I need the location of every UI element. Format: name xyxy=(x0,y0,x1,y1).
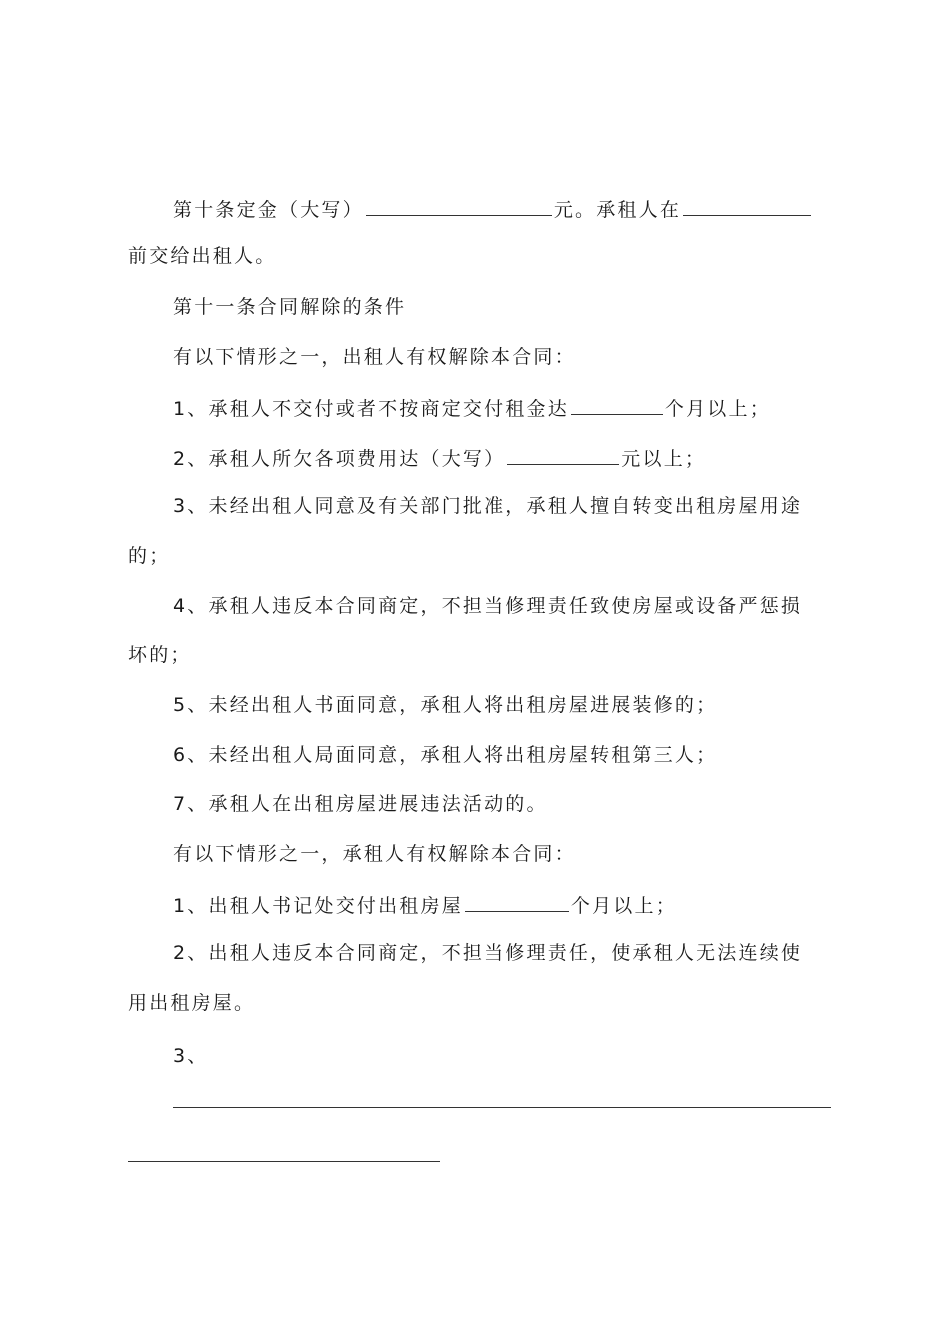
text-segment: 3、 xyxy=(173,1045,209,1067)
fill-blank-months-delay[interactable] xyxy=(465,889,569,912)
list-item-lessor-4 xyxy=(173,591,802,621)
paragraph-lessor-termination-intro xyxy=(173,342,576,372)
text-segment: 7、承租人在出租房屋进展违法活动的。 xyxy=(173,793,548,815)
text-segment: 2、承租人所欠各项费用达（大写） xyxy=(173,448,506,470)
list-item-lessee-1 xyxy=(173,889,677,919)
paragraph-continuation xyxy=(128,988,255,1018)
text-segment: 坏的； xyxy=(128,644,192,666)
paragraph-continuation xyxy=(128,640,192,670)
list-item-lessor-1 xyxy=(173,392,771,422)
fill-line-item-3-continued[interactable] xyxy=(128,1161,440,1162)
list-item-lessor-7 xyxy=(173,789,548,819)
text-segment: 2、出租人违反本合同商定，不担当修理责任，使承租人无法连续使 xyxy=(173,942,803,964)
fill-line-item-3[interactable] xyxy=(173,1107,831,1108)
text-segment: 第十一条合同解除的条件 xyxy=(173,296,407,318)
list-item-lessee-3 xyxy=(173,1041,209,1071)
text-segment: 有以下情形之一，出租人有权解除本合同： xyxy=(173,346,576,368)
text-segment: 第十条定金（大写） xyxy=(173,199,364,221)
paragraph-article-10-deposit xyxy=(173,193,813,223)
paragraph-lessee-termination-intro xyxy=(173,839,576,869)
text-segment: 6、未经出租人局面同意，承租人将出租房屋转租第三人； xyxy=(173,744,718,766)
text-segment: 的； xyxy=(128,545,171,567)
list-item-lessor-5 xyxy=(173,690,717,720)
heading-article-11 xyxy=(173,292,406,322)
text-segment: 1、出租人书记处交付出租房屋 xyxy=(173,895,463,917)
text-segment: 5、未经出租人书面同意，承租人将出租房屋进展装修的； xyxy=(173,694,718,716)
list-item-lessor-6 xyxy=(173,740,717,770)
list-item-lessee-2 xyxy=(173,938,802,968)
text-segment: 1、承租人不交付或者不按商定交付租金达 xyxy=(173,398,569,420)
text-segment: 个月以上； xyxy=(570,895,677,917)
paragraph-continuation xyxy=(128,241,276,271)
paragraph-continuation xyxy=(128,541,170,571)
fill-blank-deposit-amount[interactable] xyxy=(366,193,552,216)
text-segment: 用出租房屋。 xyxy=(128,992,256,1014)
list-item-lessor-2 xyxy=(173,442,706,472)
text-segment: 4、承租人违反本合同商定，不担当修理责任致使房屋或设备严惩损 xyxy=(173,595,803,617)
text-segment: 3、未经出租人同意及有关部门批准，承租人擅自转变出租房屋用途 xyxy=(173,495,803,517)
list-item-lessor-3 xyxy=(173,491,802,521)
text-segment: 前交给出租人。 xyxy=(128,245,277,267)
fill-blank-months-unpaid[interactable] xyxy=(571,392,663,415)
fill-blank-fees-amount[interactable] xyxy=(507,442,619,465)
text-segment: 个月以上； xyxy=(664,398,771,420)
text-segment: 元。承租人在 xyxy=(553,199,682,221)
text-segment: 元以上； xyxy=(621,448,707,470)
fill-blank-deposit-date[interactable] xyxy=(683,193,811,216)
text-segment: 有以下情形之一，承租人有权解除本合同： xyxy=(173,843,576,865)
